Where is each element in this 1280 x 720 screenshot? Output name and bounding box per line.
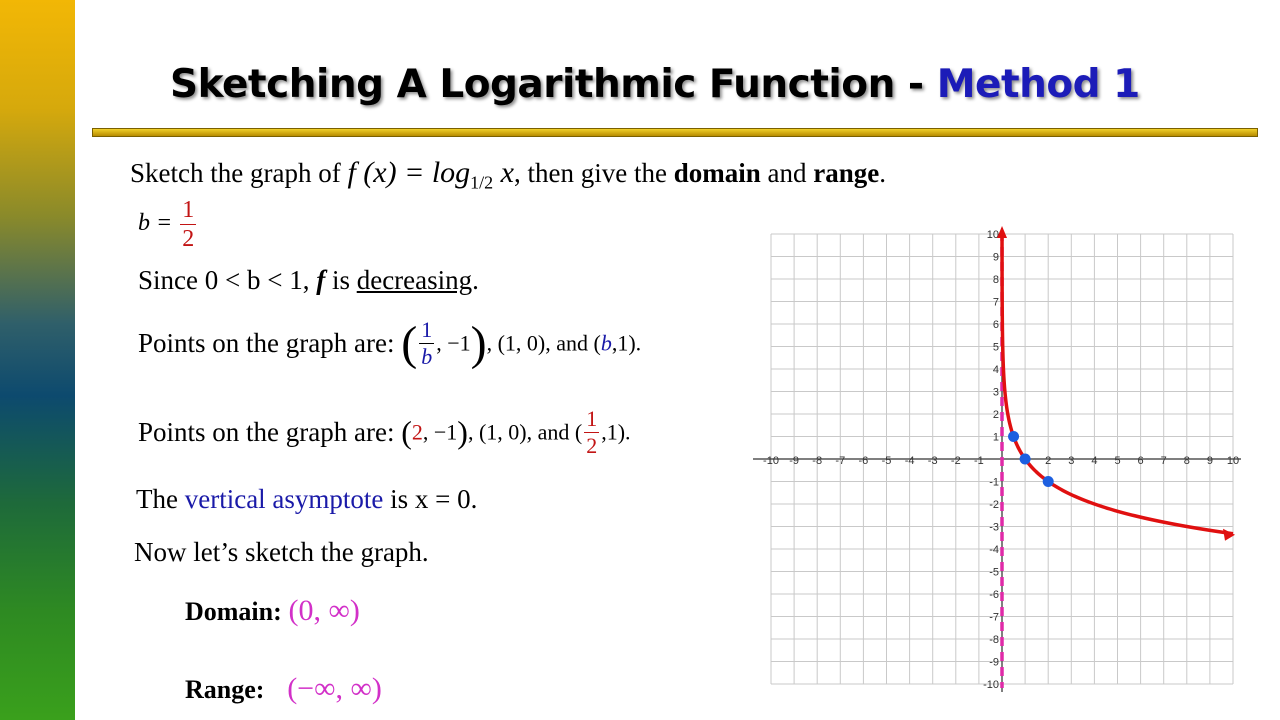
y-tick-label: -4	[989, 544, 999, 556]
points-line-1: Points on the graph are: ( $\frac{1}{b}$ , −1), (1, 0), and (b,1).	[138, 317, 642, 370]
base-fraction: $\frac{1}{2}$	[182, 197, 195, 252]
title-accent: Method 1	[936, 62, 1140, 107]
y-tick-label: -5	[989, 566, 999, 579]
plotted-point	[1008, 431, 1019, 442]
y-tick-label: 7	[992, 296, 999, 309]
y-tick-label: 4	[992, 364, 999, 376]
y-tick-label: -10	[983, 679, 999, 691]
prompt-line: Sketch the graph of f $(x) = \log_{1/2} x$, then give the domain and range.	[130, 156, 886, 193]
y-tick-label: -9	[989, 656, 999, 669]
side-color-bar	[0, 0, 75, 720]
plotted-point	[1043, 476, 1054, 487]
y-tick-label: 10	[986, 229, 999, 241]
y-tick-label: 5	[992, 341, 999, 354]
sketch-instruction: Now let’s sketch the graph.	[134, 537, 429, 567]
x-tick-label: 10	[1226, 455, 1240, 467]
base-value: b = $\frac{1}{2}$	[138, 197, 195, 252]
asymptote-statement: The vertical asymptote is x = 0.	[136, 484, 478, 514]
x-tick-label: -9	[789, 455, 799, 467]
x-tick-label: 8	[1183, 455, 1190, 467]
y-tick-label: 3	[992, 386, 999, 399]
y-tick-label: 2	[992, 409, 999, 421]
x-tick-label: -4	[904, 455, 915, 467]
y-tick-label: 8	[992, 274, 999, 286]
plotted-point	[1020, 454, 1031, 465]
x-tick-label: -1	[974, 455, 984, 467]
half-fraction: $\frac{1}{2}$	[586, 406, 598, 458]
y-tick-label: 1	[992, 431, 999, 444]
x-tick-label: 5	[1114, 455, 1121, 467]
y-tick-label: -3	[989, 521, 999, 534]
y-tick-label: 6	[992, 319, 999, 331]
x-tick-label: 3	[1068, 455, 1075, 467]
x-tick-label: -3	[927, 455, 938, 467]
x-tick-label: -8	[812, 455, 823, 467]
x-tick-label: 2	[1045, 455, 1052, 467]
y-tick-label: 9	[992, 251, 999, 264]
x-tick-label: -2	[950, 455, 961, 467]
y-tick-label: -2	[989, 499, 999, 511]
x-tick-label: 4	[1091, 455, 1098, 467]
points-line-2: Points on the graph are: (2, −1), (1, 0), and ( $\frac{1}{2}$ ,1).	[138, 406, 631, 458]
x-tick-label: 9	[1206, 455, 1213, 467]
decreasing-statement: Since 0 < b < 1, f is decreasing.	[138, 265, 479, 295]
x-tick-label: 7	[1160, 455, 1167, 467]
slide-title	[170, 62, 1140, 107]
reciprocal-b-fraction: $\frac{1}{b}$	[421, 317, 433, 369]
y-tick-label: -8	[989, 634, 999, 646]
domain-answer: Domain: (0, ∞)	[185, 594, 360, 627]
x-tick-label: -5	[881, 455, 892, 467]
title-main: Sketching A Logarithmic Function -	[170, 62, 937, 107]
x-tick-label: -10	[763, 455, 779, 467]
title-underline-rule	[92, 128, 1258, 137]
x-tick-label: 6	[1137, 455, 1144, 467]
y-tick-label: -7	[989, 611, 999, 624]
range-answer: Range: (−∞, ∞)	[185, 672, 382, 705]
log-function-graph	[750, 222, 1250, 702]
x-tick-label: -6	[858, 455, 869, 467]
y-tick-label: -6	[989, 589, 999, 601]
x-tick-label: -7	[835, 455, 846, 467]
y-tick-label: -1	[989, 476, 999, 489]
